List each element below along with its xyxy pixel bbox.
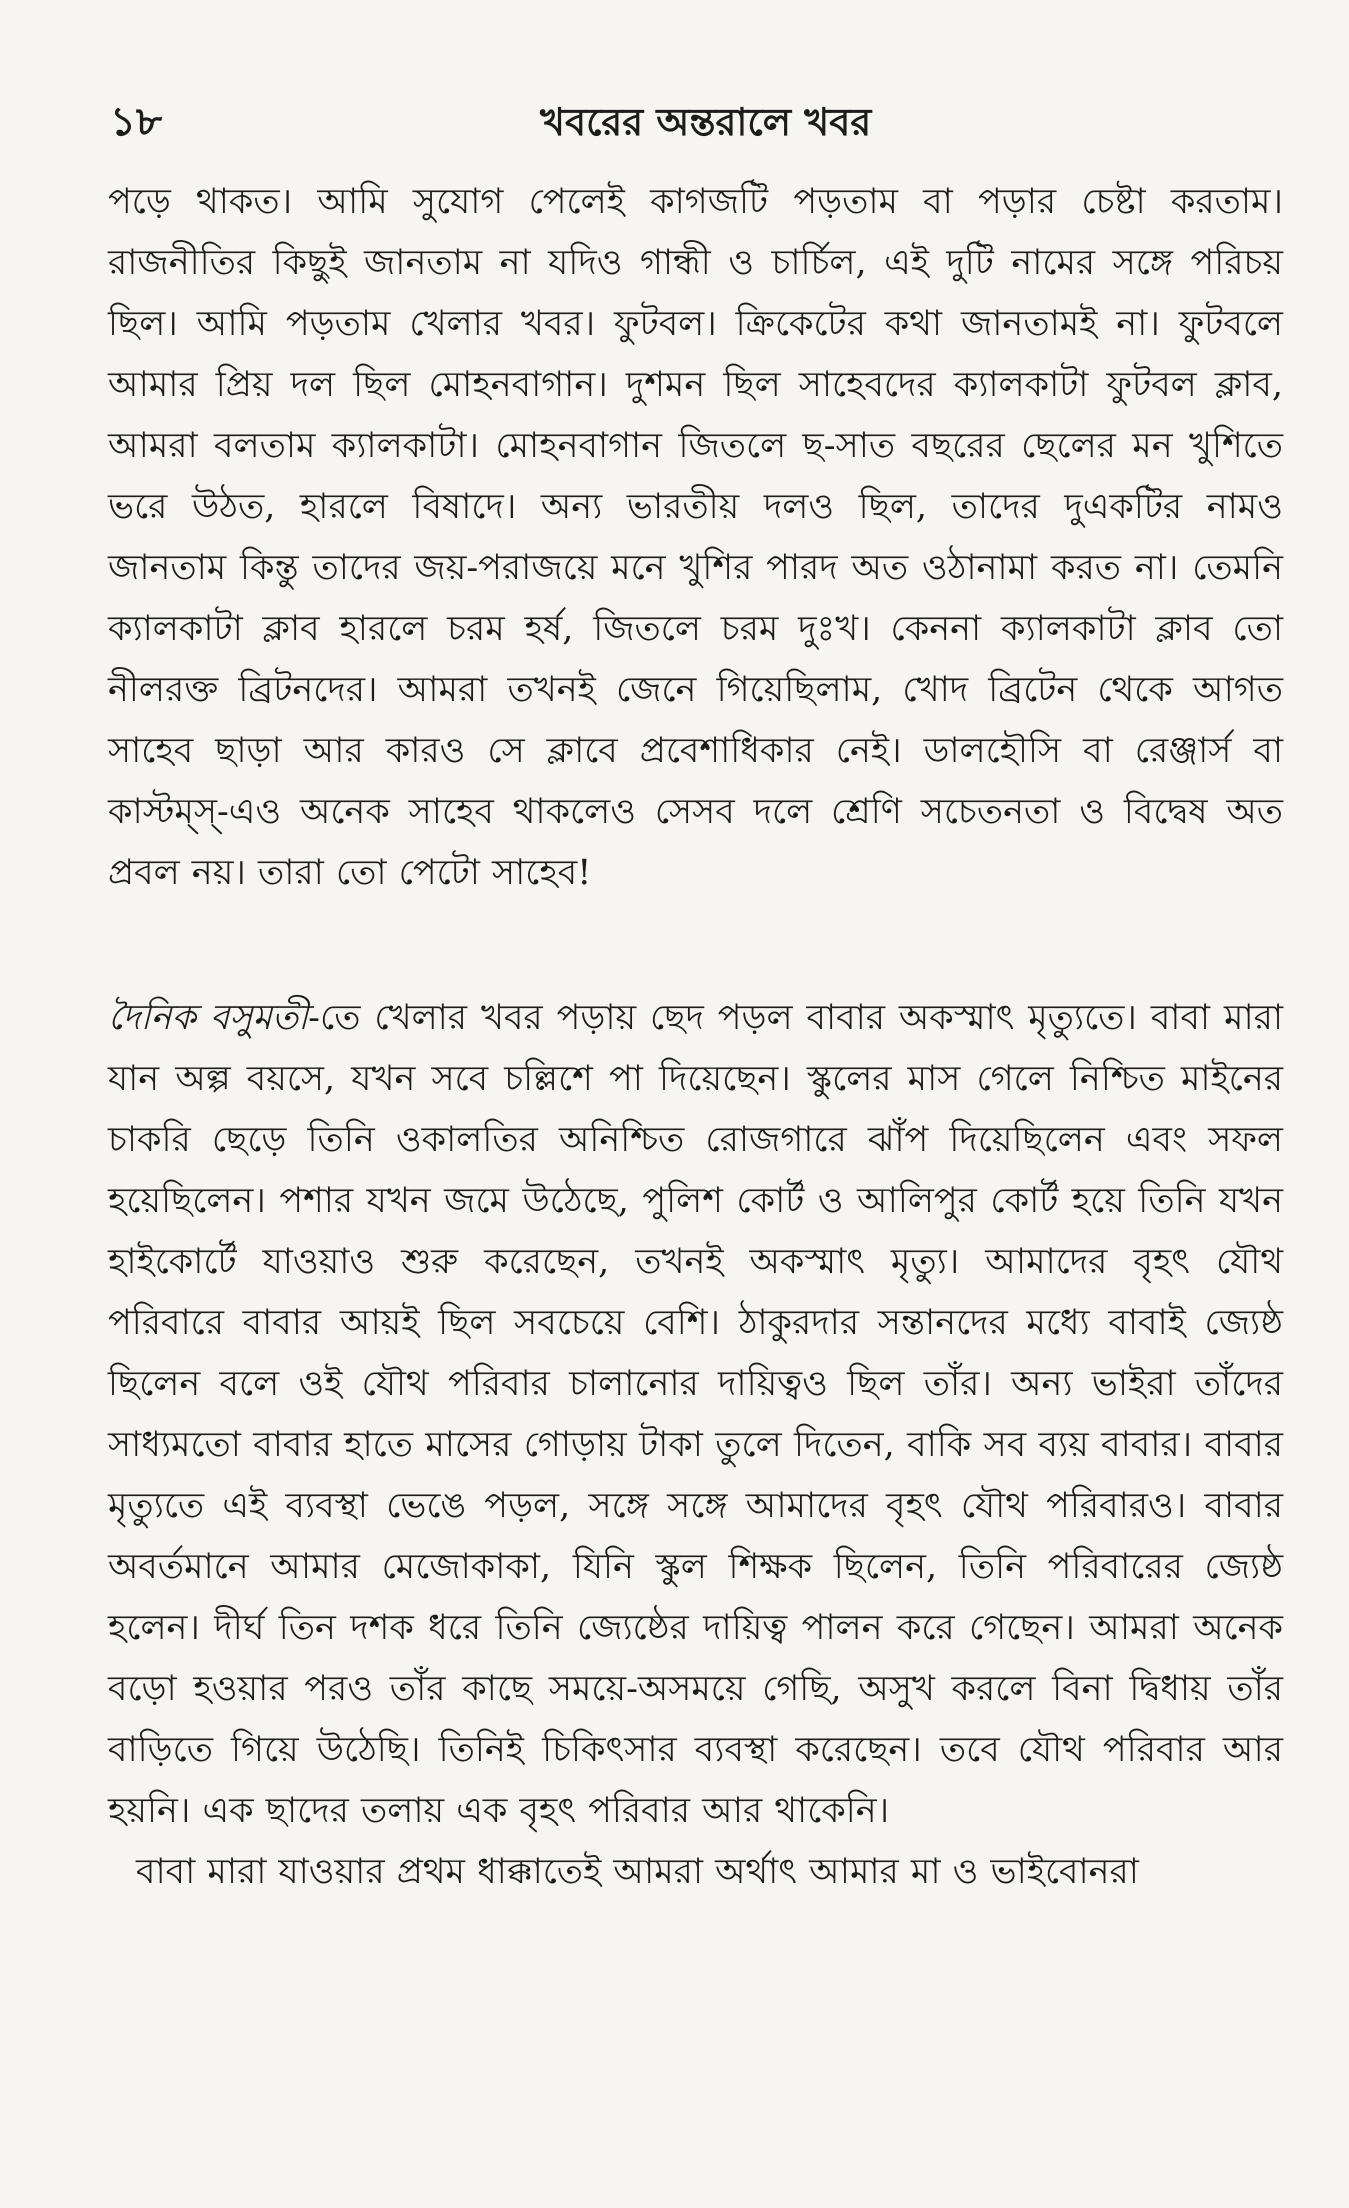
newspaper-title: দৈনিক বসুমতী: [108, 998, 309, 1038]
paragraph-3: বাবা মারা যাওয়ার প্রথম ধাক্কাতেই আমরা অর্থাৎ আমার মা ও ভাইবোনরা: [136, 1852, 1139, 1892]
section-gap: [108, 904, 1283, 988]
body-text: [108, 172, 1283, 1903]
paragraph-2-text: -তে খেলার খবর পড়ায় ছেদ পড়ল বাবার অকস্মাৎ মৃত্যুতে। বাবা মারা যান অল্প বয়সে, যখন সবে চল্লিশে পা দিয়েছেন। স্কুলের মাস গেলে নিশ্চিত মাইনের চাকরি ছেড়ে তিনি ওকালতির অনিশ্চিত রোজগারে ঝাঁপ দিয়েছিলেন এবং সফল হয়েছিলেন। পশার যখন জমে উঠেছে, পুলিশ কোর্ট ও আলিপুর কোর্ট হয়ে তিনি যখন হাইকোর্টে যাওয়াও শুরু করেছেন, তখনই অকস্মাৎ মৃত্যু। আমাদের বৃহৎ যৌথ পরিবারে বাবার আয়ই ছিল সবচেয়ে বেশি। ঠাকুরদার সন্তানদের মধ্যে বাবাই জ্যেষ্ঠ ছিলেন বলে ওই যৌথ পরিবার চালানোর দায়িত্বও ছিল তাঁর। অন্য ভাইরা তাঁদের সাধ্যমতো বাবার হাতে মাসের গোড়ায় টাকা তুলে দিতেন, বাকি সব ব্যয় বাবার। বাবার মৃত্যুতে এই ব্যবস্থা ভেঙে পড়ল, সঙ্গে সঙ্গে আমাদের বৃহৎ যৌথ পরিবারও। বাবার অবর্তমানে আমার মেজোকাকা, যিনি স্কুল শিক্ষক ছিলেন, তিনি পরিবারের জ্যেষ্ঠ হলেন। দীর্ঘ তিন দশক ধরে তিনি জ্যেষ্ঠের দায়িত্ব পালন করে গেছেন। আমরা অনেক বড়ো হওয়ার পরও তাঁর কাছে সময়ে-অসময়ে গেছি, অসুখ করলে বিনা দ্বিধায় তাঁর বাড়িতে গিয়ে উঠেছি। তিনিই চিকিৎসার ব্যবস্থা করেছেন। তবে যৌথ পরিবার আর হয়নি। এক ছাদের তলায় এক বৃহৎ পরিবার আর থাকেনি।: [108, 998, 1283, 1831]
running-title: খবরের অন্তরালে খবর: [540, 99, 872, 144]
paragraph-1: পড়ে থাকত। আমি সুযোগ পেলেই কাগজটি পড়তাম বা পড়ার চেষ্টা করতাম। রাজনীতির কিছুই জানতাম না যদিও গান্ধী ও চার্চিল, এই দুটি নামের সঙ্গে পরিচয় ছিল। আমি পড়তাম খেলার খবর। ফুটবল। ক্রিকেটের কথা জানতামই না। ফুটবলে আমার প্রিয় দল ছিল মোহনবাগান। দুশমন ছিল সাহেবদের ক্যালকাটা ফুটবল ক্লাব, আমরা বলতাম ক্যালকাটা। মোহনবাগান জিতলে ছ-সাত বছরের ছেলের মন খুশিতে ভরে উঠত, হারলে বিষাদে। অন্য ভারতীয় দলও ছিল, তাদের দুএকটির নামও জানতাম কিন্তু তাদের জয়-পরাজয়ে মনে খুশির পারদ অত ওঠানামা করত না। তেমনি ক্যালকাটা ক্লাব হারলে চরম হর্ষ, জিতলে চরম দুঃখ। কেননা ক্যালকাটা ক্লাব তো নীলরক্ত ব্রিটনদের। আমরা তখনই জেনে গিয়েছিলাম, খোদ ব্রিটেন থেকে আগত সাহেব ছাড়া আর কারও সে ক্লাবে প্রবেশাধিকার নেই। ডালহৌসি বা রেঞ্জার্স বা কাস্টম্স্-এও অনেক সাহেব থাকলেও সেসব দলে শ্রেণি সচেতনতা ও বিদ্বেষ অত প্রবল নয়। তারা তো পেটো সাহেব!: [108, 182, 1283, 893]
running-header: [110, 92, 1280, 152]
paragraph-2: [108, 988, 1283, 1842]
page-number: ১৮: [110, 98, 162, 145]
